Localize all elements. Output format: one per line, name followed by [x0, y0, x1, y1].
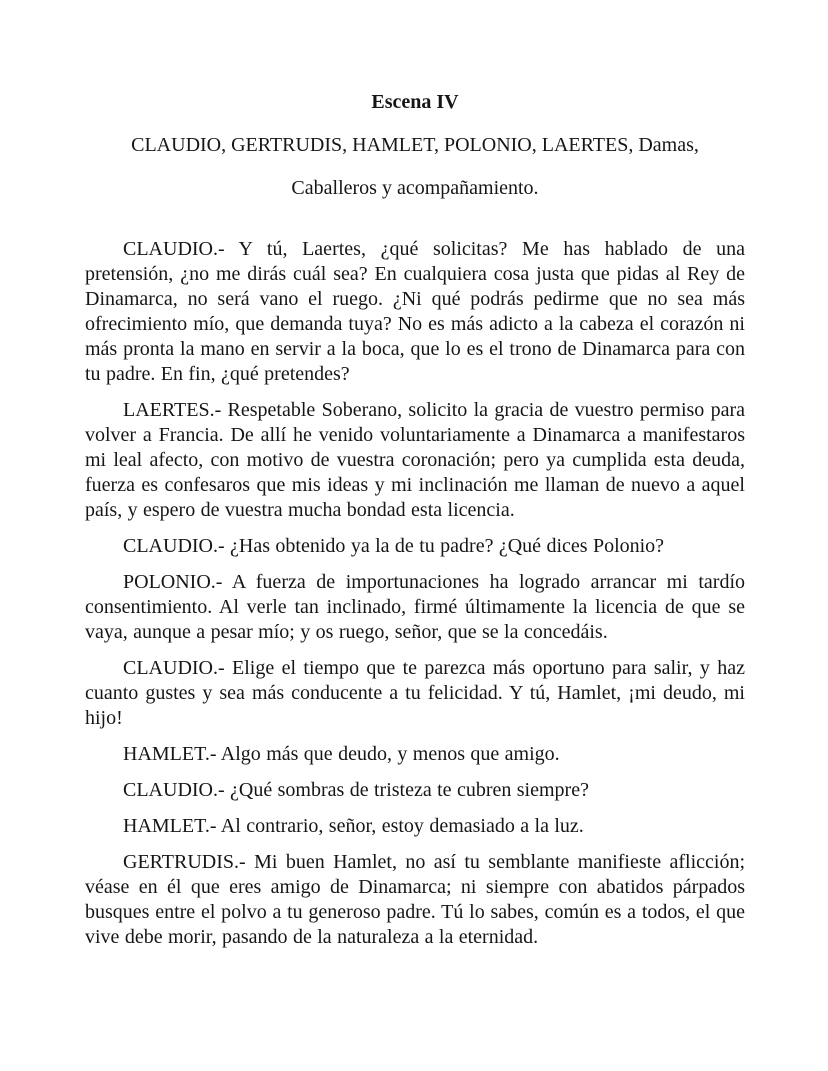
dialogue-paragraph-polonio-1: POLONIO.- A fuerza de importunaciones ha logrado arrancar mi tardío consentimiento. Al verle tan inclinado, firmé últimamente la licencia de que se vaya, aunque a pesar mío; y os ruego, señor, que se la concedáis.: [85, 571, 745, 643]
dialogue-paragraph-claudio-2: CLAUDIO.- ¿Has obtenido ya la de tu padre? ¿Qué dices Polonio?: [123, 535, 665, 557]
dialogue-paragraph-claudio-1: CLAUDIO.- Y tú, Laertes, ¿qué solicitas? Me has hablado de una pretensión, ¿no me dirás cuál sea? En cualquiera cosa justa que pidas al Rey de Dinamarca, no será vano el ruego. ¿Ni qué podrás pedirme que no sea más ofrecimiento mío, que demanda tuya? No es más adicto a la cabeza el corazón ni más pronta la mano en servir a la boca, que lo es el trono de Dinamarca para con tu padre. En fin, ¿qué pretendes?: [85, 238, 745, 385]
dialogue-paragraph-gertrudis-1: GERTRUDIS.- Mi buen Hamlet, no así tu semblante manifieste aflicción; véase en él que eres amigo de Dinamarca; ni siempre con abatidos párpados busques entre el polvo a tu generoso padre. Tú lo sabes, común es a todos, el que vive debe morir, pasando de la naturaleza a la eternidad.: [85, 851, 745, 948]
dialogue-body: [85, 237, 745, 950]
dialogue-paragraph-hamlet-1: HAMLET.- Algo más que deudo, y menos que amigo.: [123, 743, 560, 765]
dialogue-paragraph-claudio-3: CLAUDIO.- Elige el tiempo que te parezca más oportuno para salir, y haz cuanto gustes y sea más conducente a tu felicidad. Y tú, Hamlet, ¡mi deudo, mi hijo!: [85, 657, 745, 729]
scene-heading: Escena IV: [371, 91, 459, 113]
dialogue-paragraph-hamlet-2: HAMLET.- Al contrario, señor, estoy demasiado a la luz.: [123, 815, 584, 837]
cast-line-1: CLAUDIO, GERTRUDIS, HAMLET, POLONIO, LAERTES, Damas,: [131, 134, 699, 156]
dialogue-paragraph-claudio-4: CLAUDIO.- ¿Qué sombras de tristeza te cubren siempre?: [123, 779, 589, 801]
dialogue-paragraph-laertes-1: LAERTES.- Respetable Soberano, solicito la gracia de vuestro permiso para volver a Francia. De allí he venido voluntariamente a Dinamarca a manifestaros mi leal afecto, con motivo de vuestra coronación; pero ya cumplida esta deuda, fuerza es confesaros que mis ideas y mi inclinación me llaman de nuevo a aquel país, y espero de vuestra mucha bondad esta licencia.: [85, 399, 745, 521]
cast-line-2: Caballeros y acompañamiento.: [291, 177, 539, 199]
